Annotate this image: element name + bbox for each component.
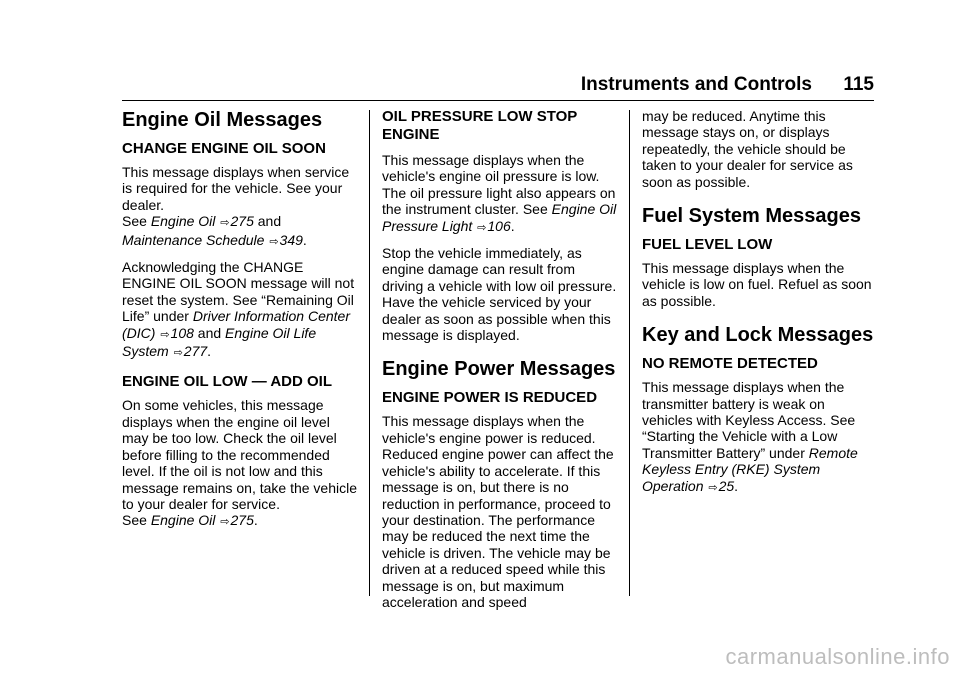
xref-link[interactable]: Remote Keyless Entry (RKE) System Operation: [642, 444, 858, 494]
column-2: [382, 108, 618, 619]
heading-engine-oil-messages: Engine Oil Messages: [122, 109, 323, 131]
page-reference-arrow-icon: ⇨: [269, 235, 279, 248]
xref-page[interactable]: 275: [230, 213, 254, 230]
heading-engine-oil-low: ENGINE OIL LOW — ADD OIL: [122, 373, 332, 391]
paragraph: This message displays when the vehicle's engine power is reduced. Reduced engine power can affect the vehicle's ability to accelerate. If this message is on, but there is no reduction in performance, proceed to your destination. The performance may be reduced the next time the vehicle is driven. The vehicle may be driven at a reduced speed while this message is on, but maximum acceleration and speed: [382, 413, 614, 610]
page-reference-arrow-icon: ⇨: [160, 328, 170, 341]
page-reference-arrow-icon: ⇨: [708, 481, 718, 494]
section-title: Instruments and Controls: [580, 74, 812, 95]
paragraph: Acknowledging the CHANGE ENGINE OIL SOON message will not reset the system. See “Remaining Oil Life” under Driver Information Center (DIC) ⇨108 and Engine Oil Life System ⇨277.: [122, 259, 355, 360]
paragraph: On some vehicles, this message displays when the engine oil level may be too low. Check the oil level before filling to the recommended level. If the oil is not low and this message remains on, take the vehicle to your dealer for service. See Engine Oil ⇨275.: [122, 397, 358, 529]
xref-page[interactable]: 349: [279, 231, 303, 248]
xref-link[interactable]: Engine Oil: [150, 512, 216, 529]
xref-page[interactable]: 277: [183, 343, 208, 360]
heading-oil-pressure-low: OIL PRESSURE LOW STOP ENGINE: [382, 108, 578, 143]
column-divider: [629, 110, 630, 596]
xref-page[interactable]: 275: [230, 512, 254, 529]
heading-no-remote-detected: NO REMOTE DETECTED: [642, 355, 818, 373]
xref-page[interactable]: 108: [170, 324, 194, 341]
watermark: carmanualsonline.info: [725, 644, 950, 669]
page-reference-arrow-icon: ⇨: [173, 347, 183, 360]
xref-link[interactable]: Driver Information Center (DIC): [122, 308, 350, 341]
page-reference-arrow-icon: ⇨: [220, 217, 230, 230]
xref-link[interactable]: Engine Oil Life System: [122, 324, 317, 360]
paragraph: This message displays when the vehicle's engine oil pressure is low. The oil pressure light also appears on the instrument cluster. See Engine Oil Pressure Light ⇨106.: [382, 152, 617, 234]
column-1: [122, 108, 358, 540]
xref-link[interactable]: Engine Oil Pressure Light: [382, 201, 617, 234]
heading-fuel-level-low: FUEL LEVEL LOW: [642, 236, 773, 254]
paragraph: This message displays when service is required for the vehicle. See your dealer. See Engine Oil ⇨275 and Maintenance Schedule ⇨349.: [122, 164, 350, 248]
paragraph: This message displays when the transmitter battery is weak on vehicles with Keyless Access. See “Starting the Vehicle with a Low Transmitter Battery” under Remote Keyless Entry (RKE) System Operation ⇨25.: [642, 379, 858, 494]
xref-link[interactable]: Maintenance Schedule: [122, 231, 265, 248]
page-header: [122, 68, 874, 101]
heading-fuel-system-messages: Fuel System Messages: [642, 205, 861, 228]
column-3: [642, 108, 878, 505]
heading-engine-power-messages: Engine Power Messages: [382, 358, 616, 381]
heading-engine-power-reduced: ENGINE POWER IS REDUCED: [382, 389, 598, 407]
page-reference-arrow-icon: ⇨: [220, 516, 230, 529]
column-divider: [369, 110, 370, 596]
page-reference-arrow-icon: ⇨: [477, 221, 487, 234]
xref-page[interactable]: 25: [718, 477, 735, 494]
page-number: 115: [843, 74, 874, 95]
paragraph: This message displays when the vehicle is low on fuel. Refuel as soon as possible.: [642, 260, 872, 309]
xref-link[interactable]: Engine Oil: [150, 213, 216, 230]
paragraph: may be reduced. Anytime this message stays on, or displays repeatedly, the vehicle should be taken to your dealer for service as soon as possible.: [642, 108, 853, 190]
xref-page[interactable]: 106: [487, 217, 511, 234]
paragraph: Stop the vehicle immediately, as engine damage can result from driving a vehicle with low oil pressure. Have the vehicle serviced by your dealer as soon as possible when this message is displayed.: [382, 245, 617, 344]
heading-change-engine-oil-soon: CHANGE ENGINE OIL SOON: [122, 140, 326, 157]
heading-key-and-lock-messages: Key and Lock Messages: [642, 324, 874, 347]
